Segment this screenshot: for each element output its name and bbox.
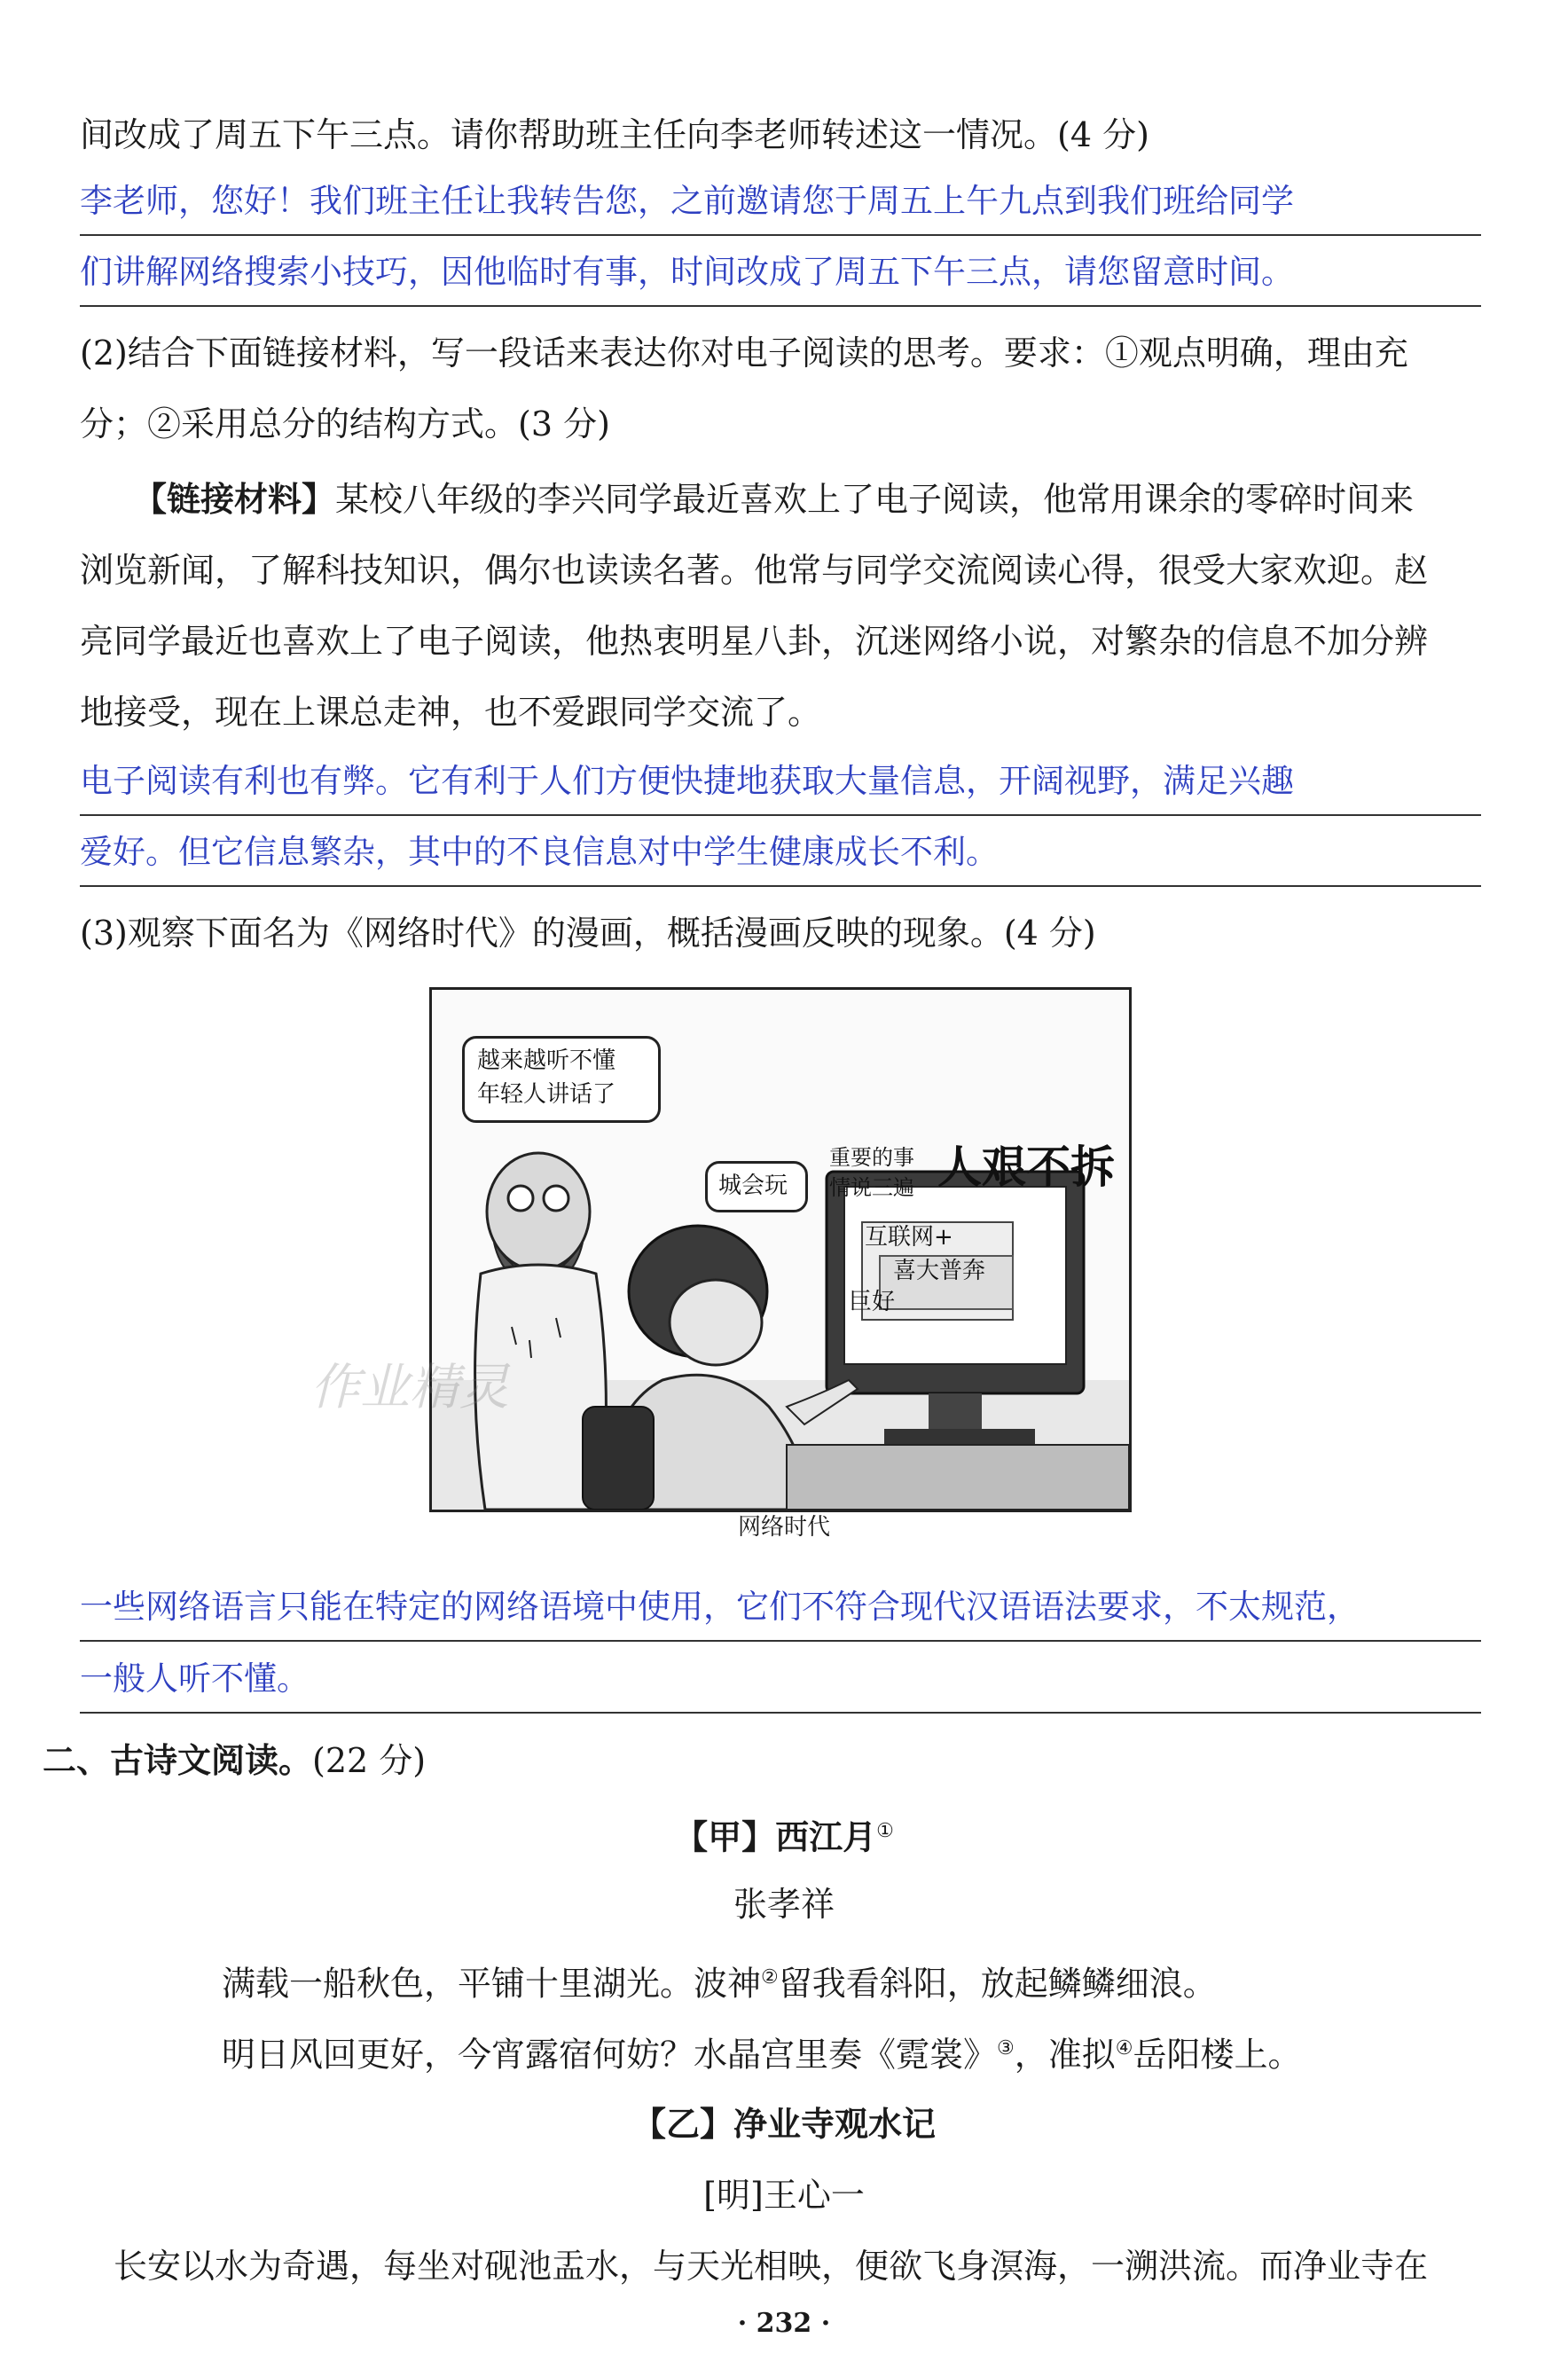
material-line-4: 地接受，现在上课总走神，也不爱跟同学交流了。 <box>80 693 822 732</box>
page-number: · 232 · <box>737 2308 831 2339</box>
screen-text-1: 互联网+ <box>865 1224 953 1251</box>
screen-text-2: 喜大普奔 <box>893 1258 986 1284</box>
material-line-1 <box>133 477 1414 522</box>
screen-text-3: 巨好 <box>849 1289 896 1315</box>
q2-prompt-line-2: 分；②采用总分的结构方式。(3 分) <box>80 404 610 443</box>
q2-prompt-line-1: (2)结合下面链接材料，写一段话来表达你对电子阅读的思考。要求：①观点明确，理由充 <box>80 333 1408 373</box>
poem-a-note-4: ④ <box>1115 2037 1133 2059</box>
bubble-old-line-2: 年轻人讲话了 <box>477 1081 616 1108</box>
poem-a-note-3: ③ <box>997 2037 1015 2059</box>
material-label: 【链接材料】 <box>133 480 336 519</box>
q1-answer-line-2: 们讲解网络搜索小技巧，因他临时有事，时间改成了周五下午三点，请您留意时间。 <box>80 250 1481 307</box>
text-b-title-line <box>0 2102 1568 2146</box>
q2-answer-line-2: 爱好。但它信息繁杂，其中的不良信息对中学生健康成长不利。 <box>80 830 1481 887</box>
bubble-old-line-1: 越来越听不懂 <box>477 1047 616 1074</box>
poem-a-note: ① <box>876 1820 894 1842</box>
poem-a-line-1-part-1: 满载一船秋色，平铺十里湖光。波神 <box>222 1964 762 2004</box>
q1-answer-line-1: 李老师，您好！我们班主任让我转告您，之前邀请您于周五上午九点到我们班给同学 <box>80 179 1481 236</box>
q3-answer-line-2: 一般人听不懂。 <box>80 1657 1481 1714</box>
poem-a-author: 张孝祥 <box>733 1885 835 1924</box>
comic-big-text: 人艰不拆 <box>937 1141 1115 1193</box>
text-b-author: [明]王心一 <box>703 2176 865 2215</box>
watermark: 作业精灵 <box>310 1359 509 1416</box>
poem-a-note-2: ② <box>761 1966 779 1989</box>
comic-caption: 网络时代 <box>737 1514 830 1541</box>
poem-a-line-1 <box>222 1956 1217 2006</box>
poem-a-line-2-part-2: ，准拟 <box>1014 2035 1116 2075</box>
text-b-title: 净业寺观水记 <box>733 2105 937 2144</box>
poem-a-line-2 <box>222 2027 1302 2077</box>
poem-a-title-line <box>0 1809 1568 1860</box>
poem-a-line-1-part-2: 留我看斜阳，放起鳞鳞细浪。 <box>778 1964 1217 2004</box>
q1-text: 间改成了周五下午三点。请你帮助班主任向李老师转述这一情况。(4 分) <box>80 115 1149 154</box>
q2-answer-line-1: 电子阅读有利也有弊。它有利于人们方便快捷地获取大量信息，开阔视野，满足兴趣 <box>80 759 1481 816</box>
section-2-score: (22 分) <box>312 1741 427 1780</box>
comic-image <box>429 987 1132 1512</box>
young-man-speech-bubble <box>705 1161 808 1212</box>
side-note-line-2: 情说三遍 <box>829 1175 914 1200</box>
material-line-3: 亮同学最近也喜欢上了电子阅读，他热衷明星八卦，沉迷网络小说，对繁杂的信息不加分辨 <box>80 622 1429 661</box>
text-b-line-1: 长安以水为奇遇，每坐对砚池盂水，与天光相映，便欲飞身溟海，一溯洪流。而净业寺在 <box>114 2247 1429 2286</box>
old-man-speech-bubble <box>462 1036 661 1123</box>
section-2-title: 二、古诗文阅读。 <box>43 1741 313 1780</box>
q3-prompt: (3)观察下面名为《网络时代》的漫画，概括漫画反映的现象。(4 分) <box>80 914 1096 953</box>
poem-a-line-2-part-1: 明日风回更好，今宵露宿何妨？水晶宫里奏《霓裳》 <box>222 2035 998 2075</box>
side-note-line-1: 重要的事 <box>829 1145 914 1170</box>
material-text-1: 某校八年级的李兴同学最近喜欢上了电子阅读，他常用课余的零碎时间来 <box>335 480 1415 519</box>
material-line-2: 浏览新闻，了解科技知识，偶尔也读读名著。他常与同学交流阅读心得，很受大家欢迎。赵 <box>80 551 1429 590</box>
bubble-young-text: 城会玩 <box>718 1173 788 1199</box>
poem-a-label: 【甲】 <box>674 1817 776 1857</box>
section-2-heading <box>43 1738 426 1783</box>
text-b-label: 【乙】 <box>631 2105 733 2144</box>
poem-a-title: 西江月 <box>775 1817 877 1857</box>
poem-a-line-2-part-3: 岳阳楼上。 <box>1133 2035 1302 2075</box>
q3-answer-line-1: 一些网络语言只能在特定的网络语境中使用，它们不符合现代汉语语法要求，不太规范， <box>80 1585 1481 1642</box>
